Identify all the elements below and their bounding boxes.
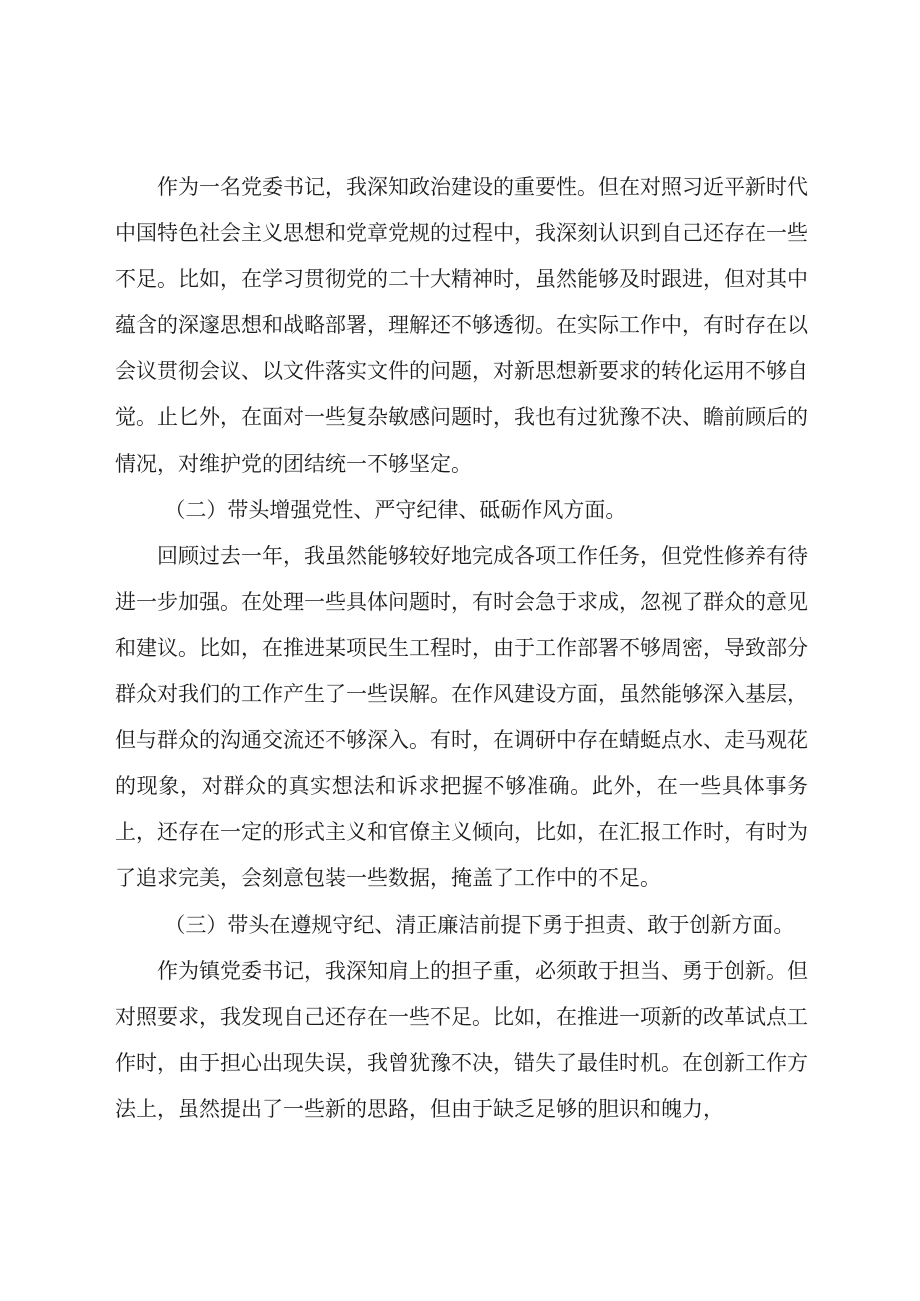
section-heading-2: （二）带头增强党性、严守纪律、砥砺作风方面。 — [164, 497, 627, 522]
paragraph-responsibility: 作为镇党委书记，我深知肩上的担子重，必须敢于担当、勇于创新。但对照要求，我发现自己还存在一些不足。比如，在推进一项新的改革试点工作时，由于担心出现失误，我曾犹豫不决，错失了最佳时机。在创新工作方法上，虽然提出了一些新的思路，但由于缺乏足够的胆识和魄力， — [115, 958, 808, 1121]
paragraph-party-spirit: 回顾过去一年，我虽然能够较好地完成各项工作任务，但党性修养有待进一步加强。在处理一些具体问题时，有时会急于求成，忽视了群众的意见和建议。比如，在推进某项民生工程时，由于工作部署不够周密，导致部分群众对我们的工作产生了一些误解。在作风建设方面，虽然能够深入基层，但与群众的沟通交流还不够深入。有时，在调研中存在蜻蜓点水、走马观花的现象，对群众的真实想法和诉求把握不够准确。此外，在一些具体事务上，还存在一定的形式主义和官僚主义倾向，比如，在汇报工作时，有时为了追求完美，会刻意包装一些数据，掩盖了工作中的不足。 — [115, 543, 808, 891]
document-body — [115, 164, 808, 1132]
section-heading-3: （三）带头在遵规守纪、清正廉洁前提下勇于担责、敢于创新方面。 — [164, 912, 795, 937]
paragraph-political-building: 作为一名党委书记，我深知政治建设的重要性。但在对照习近平新时代中国特色社会主义思想和党章党规的过程中，我深刻认识到自己还存在一些不足。比如，在学习贯彻党的二十大精神时，虽然能够及时跟进，但对其中蕴含的深邃思想和战略部署，理解还不够透彻。在实际工作中，有时存在以会议贯彻会议、以文件落实文件的问题，对新思想新要求的转化运用不够自觉。止匕外，在面对一些复杂敏感问题时，我也有过犹豫不决、瞻前顾后的情况，对维护党的团结统一不够坚定。 — [115, 175, 808, 476]
